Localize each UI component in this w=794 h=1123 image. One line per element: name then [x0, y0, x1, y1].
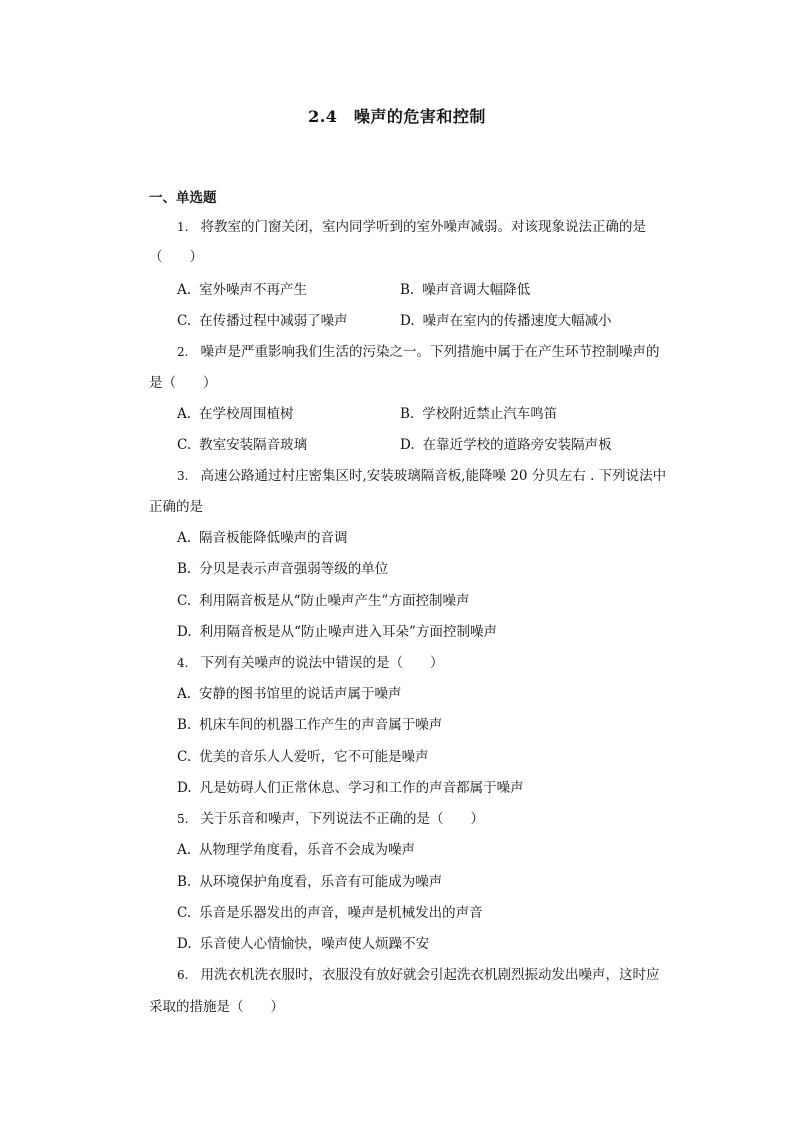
question-number: 4.	[177, 656, 189, 670]
page-title: 2.4 噪声的危害和控制	[308, 107, 486, 126]
q5-option-a: A. 从物理学角度看，乐音不会成为噪声	[177, 842, 416, 858]
q4-option-b: B. 机床车间的机器工作产生的声音属于噪声	[177, 717, 443, 733]
q2-option-a: A. 在学校周围植树	[177, 406, 294, 422]
question-6-stem: 6. 用洗衣机洗衣服时，衣服没有放好就会引起洗衣机剧烈振动发出噪声，这时应	[177, 967, 660, 983]
q5-option-d: D. 乐音使人心情愉快，噪声使人烦躁不安	[177, 936, 430, 952]
question-number: 5.	[177, 812, 189, 826]
question-1-stem: 1. 将教室的门窗关闭，室内同学听到的室外噪声减弱。对该现象说法正确的是	[177, 219, 646, 235]
q3-option-d: D. 利用隔音板是从“防止噪声进入耳朵”方面控制噪声	[177, 624, 497, 640]
question-2-stem: 2. 噪声是严重影响我们生活的污染之一。下列措施中属于在产生环节控制噪声的	[177, 344, 660, 360]
question-3-stem: 3. 高速公路通过村庄密集区时,安装玻璃隔音板,能降噪 20 分贝左右 . 下列说法中	[177, 468, 667, 484]
question-number: 6.	[177, 968, 189, 982]
question-3-stem-cont: 正确的是	[149, 499, 203, 515]
question-5-stem: 5. 关于乐音和噪声，下列说法不正确的是（ ）	[177, 811, 484, 827]
q4-option-c: C. 优美的音乐人人爱听，它不可能是噪声	[177, 749, 429, 765]
question-6-stem-cont: 采取的措施是（ ）	[149, 999, 284, 1015]
question-4-stem: 4. 下列有关噪声的说法中错误的是（ ）	[177, 655, 444, 671]
q1-option-c: C. 在传播过程中减弱了噪声	[177, 313, 348, 329]
q1-option-a: A. 室外噪声不再产生	[177, 282, 308, 298]
question-2-stem-cont: 是（ ）	[149, 375, 217, 391]
q4-option-a: A. 安静的图书馆里的说话声属于噪声	[177, 686, 402, 702]
q3-option-b: B. 分贝是表示声音强弱等级的单位	[177, 561, 389, 577]
q4-option-d: D. 凡是妨碍人们正常休息、学习和工作的声音都属于噪声	[177, 780, 524, 796]
q3-option-a: A. 隔音板能降低噪声的音调	[177, 530, 348, 546]
question-number: 1.	[177, 220, 189, 234]
q5-option-c: C. 乐音是乐器发出的声音，噪声是机械发出的声音	[177, 905, 483, 921]
question-1-stem-cont: （ ）	[149, 249, 203, 265]
q1-option-b: B. 噪声音调大幅降低	[400, 282, 531, 298]
section-heading: 一、单选题	[149, 190, 217, 206]
q2-option-b: B. 学校附近禁止汽车鸣笛	[400, 406, 558, 422]
question-number: 2.	[177, 345, 189, 359]
question-number: 3.	[177, 469, 189, 483]
q2-option-c: C. 教室安装隔音玻璃	[177, 437, 308, 453]
q2-option-d: D. 在靠近学校的道路旁安装隔声板	[400, 437, 612, 453]
q1-option-d: D. 噪声在室内的传播速度大幅减小	[400, 313, 612, 329]
q5-option-b: B. 从环境保护角度看，乐音有可能成为噪声	[177, 874, 443, 890]
q3-option-c: C. 利用隔音板是从“防止噪声产生”方面控制噪声	[177, 593, 470, 609]
